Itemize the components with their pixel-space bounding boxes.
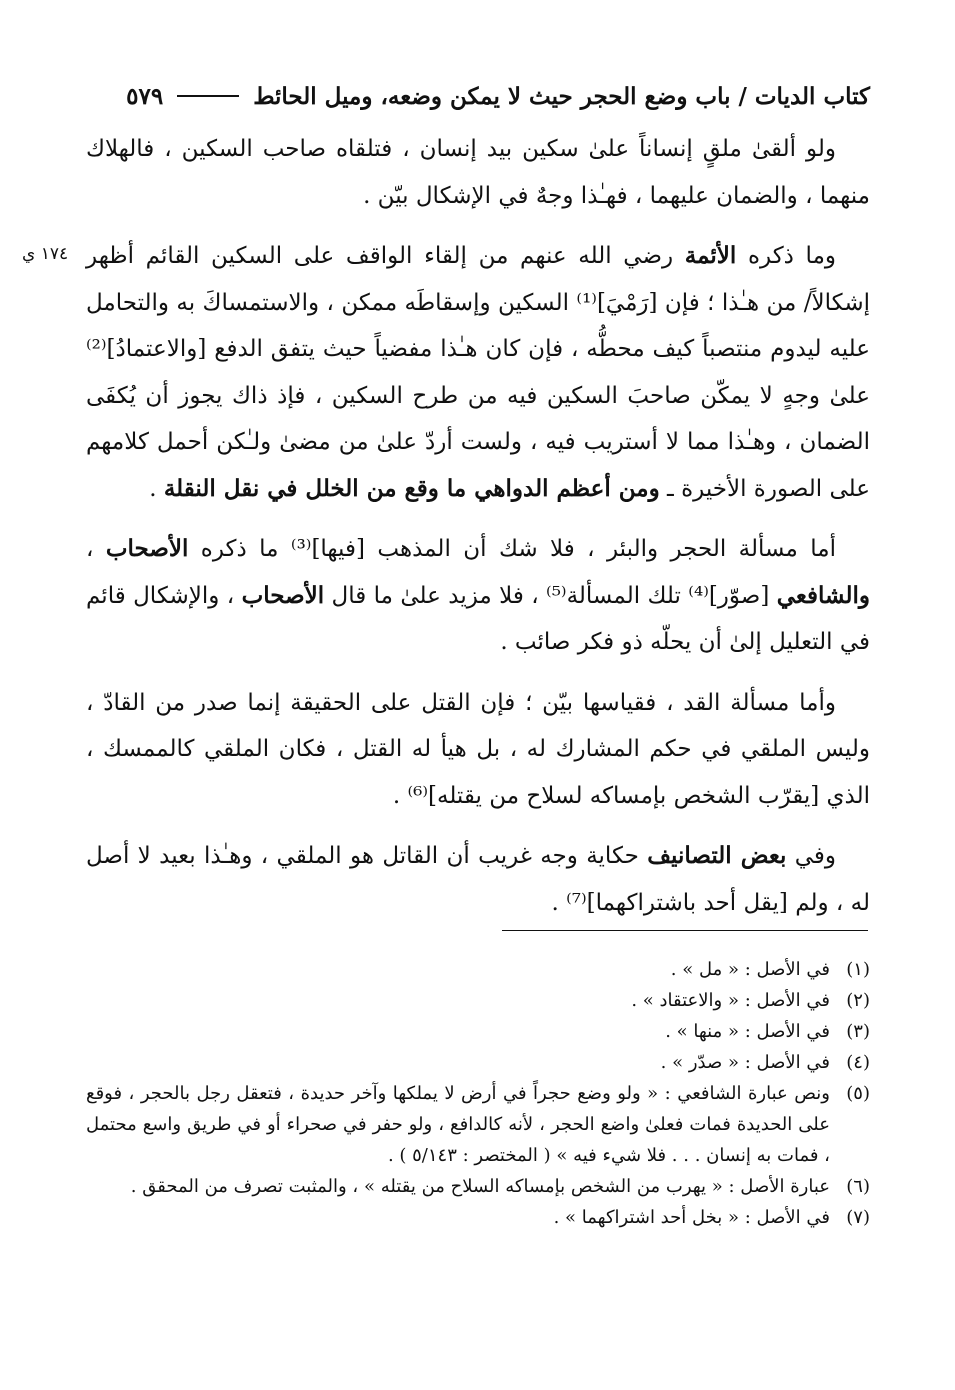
bold-term-aimma: الأئمة xyxy=(684,242,737,269)
bold-term-ashab-2: الأصحاب xyxy=(241,581,325,609)
paragraph-5 xyxy=(86,833,870,926)
page-header xyxy=(110,74,870,118)
footnote-number: (٦) xyxy=(846,1176,870,1197)
footnote-text: ونص عبارة الشافعي : « ولو وضع حجراً في أرض لا يملكها وآخر حديدة ، فتعقل رجل بالحجر ، فوقع على الحديدة فمات فعلىٰ واضع الحجر ، لأنه كالدافع ، ولو حفر في صحراء أو في طريق واسع محتمل ، فمات به إنسان . . . فلا شيء فيه » ( المختصر : ٥/١٤٣ ) . xyxy=(86,1083,830,1166)
paragraph-3 xyxy=(86,526,870,666)
footnote-number: (٣) xyxy=(846,1021,870,1042)
main-text xyxy=(86,126,870,940)
footnote-text: عبارة الأصل : « يهرب من الشخص بإمساكه السلاح من يقتله » ، والمثبت تصرف من المحقق . xyxy=(130,1176,830,1197)
paragraph-3-text-a: أما مسألة الحجر والبئر ، فلا شك أن المذهب [فيها]⁽³⁾ ما ذكره xyxy=(188,536,837,562)
footnote-text: في الأصل : « مل » . xyxy=(670,959,830,980)
bold-term-ashab-1: الأصحاب xyxy=(105,535,189,562)
header-dash xyxy=(177,95,239,97)
paragraph-5-text-c: حكاية وجه غريب أن القاتل هو الملقي ، وهـٰذا بعيد لا أصل له ، ولم [يقل أحد باشتراكهما]⁽⁷⁾ . xyxy=(86,843,870,916)
bold-phrase-dawahi: ومن أعظم الدواهي ما وقع من الخلل في نقل النقلة xyxy=(163,474,660,502)
footnote-text: في الأصل : « بخل أحد اشتراكهما » . xyxy=(553,1207,830,1228)
manuscript-folio-mark: ١٧٤ ي xyxy=(22,244,69,264)
footnote-number: (٧) xyxy=(846,1207,870,1228)
footnote xyxy=(86,1016,870,1047)
footnote xyxy=(86,1202,870,1233)
footnote xyxy=(86,1171,870,1202)
paragraph-4 xyxy=(86,680,870,820)
paragraph-3-text-g: ، والإشكال قائم في التعليل إلىٰ أن يحلّه ذو فكر صائب . xyxy=(86,582,870,655)
page-number: ٥٧٩ xyxy=(126,82,164,110)
footnote-separator xyxy=(502,930,868,931)
footnote-text: في الأصل : « منها » . xyxy=(665,1021,830,1042)
running-title: كتاب الديات / باب وضع الحجر حيث لا يمكن وضعه، وميل الحائط xyxy=(253,82,870,110)
footnotes xyxy=(86,954,870,1233)
paragraph-2 xyxy=(86,233,870,512)
paragraph-2-text-c: رضي الله عنهم من إلقاء الواقف على السكين القائم أظهر إشكالاً/ من هـٰذا ؛ فإن [رَمْيَ]⁽¹⁾ السكين وإسقاطَه ممكن ، والاستمساكَ به والتحامل عليه ليدوم منتصباً كيف محطُّه ، فإن كان هـٰذا مفضياً حيث يتفق الدفع [والاعتمادُ]⁽²⁾ علىٰ وجهٍ لا يمكّن صاحبَ السكين فيه من طرح السكين ، فإذ ذاك يجوز أن يُكفَى الضمان ، وهـٰذا مما لا أستريب فيه ، ولست أردّ علىٰ من مضىٰ ولـٰكن أحمل كلامهم على الصورة الأخيرة ـ xyxy=(86,243,870,502)
footnote xyxy=(86,1047,870,1078)
paragraph-2-text-e: . xyxy=(149,475,164,502)
paragraph-4-text: وأما مسألة القد ، فقياسها بيّن ؛ فإن القتل على الحقيقة إنما صدر من القادّ ، وليس الملقي في حكم المشارك له ، بل هيأ له القتل ، فكان الملقي كالممسك ، الذي [يقرّب الشخص بإمساكه لسلاح من يقتله]⁽⁶⁾ . xyxy=(86,689,870,809)
paragraph-5-text-a: وفي xyxy=(786,843,836,869)
footnote-number: (٤) xyxy=(846,1052,870,1073)
footnote-text: في الأصل : « والاعتقاد » . xyxy=(631,990,830,1011)
footnote-number: (١) xyxy=(846,959,870,980)
paragraph-1-text: ولو ألقىٰ ملقٍ إنساناً علىٰ سكين بيد إنسان ، فتلقاه صاحب السكين ، فالهلاك منهما ، والضمان عليهما ، فهـٰذا وجهٌ في الإشكال بيّن . xyxy=(86,136,870,209)
footnote xyxy=(86,985,870,1016)
paragraph-3-text-e: [صوّر]⁽⁴⁾ تلك المسألة⁽⁵⁾ ، فلا مزيد علىٰ ما قال xyxy=(324,582,777,609)
footnote-number: (٢) xyxy=(846,990,870,1011)
bold-term-shafii: والشافعي xyxy=(776,581,870,609)
footnote-text: في الأصل : « صدّر » . xyxy=(660,1052,830,1073)
paragraph-2-text-a: وما ذكره xyxy=(736,243,836,269)
bold-term-tasanif: بعض التصانيف xyxy=(647,842,787,869)
footnote xyxy=(86,1078,870,1171)
paragraph-3-text-c: ، xyxy=(86,536,106,562)
footnote-number: (٥) xyxy=(846,1083,870,1104)
footnote xyxy=(86,954,870,985)
paragraph-1 xyxy=(86,126,870,219)
